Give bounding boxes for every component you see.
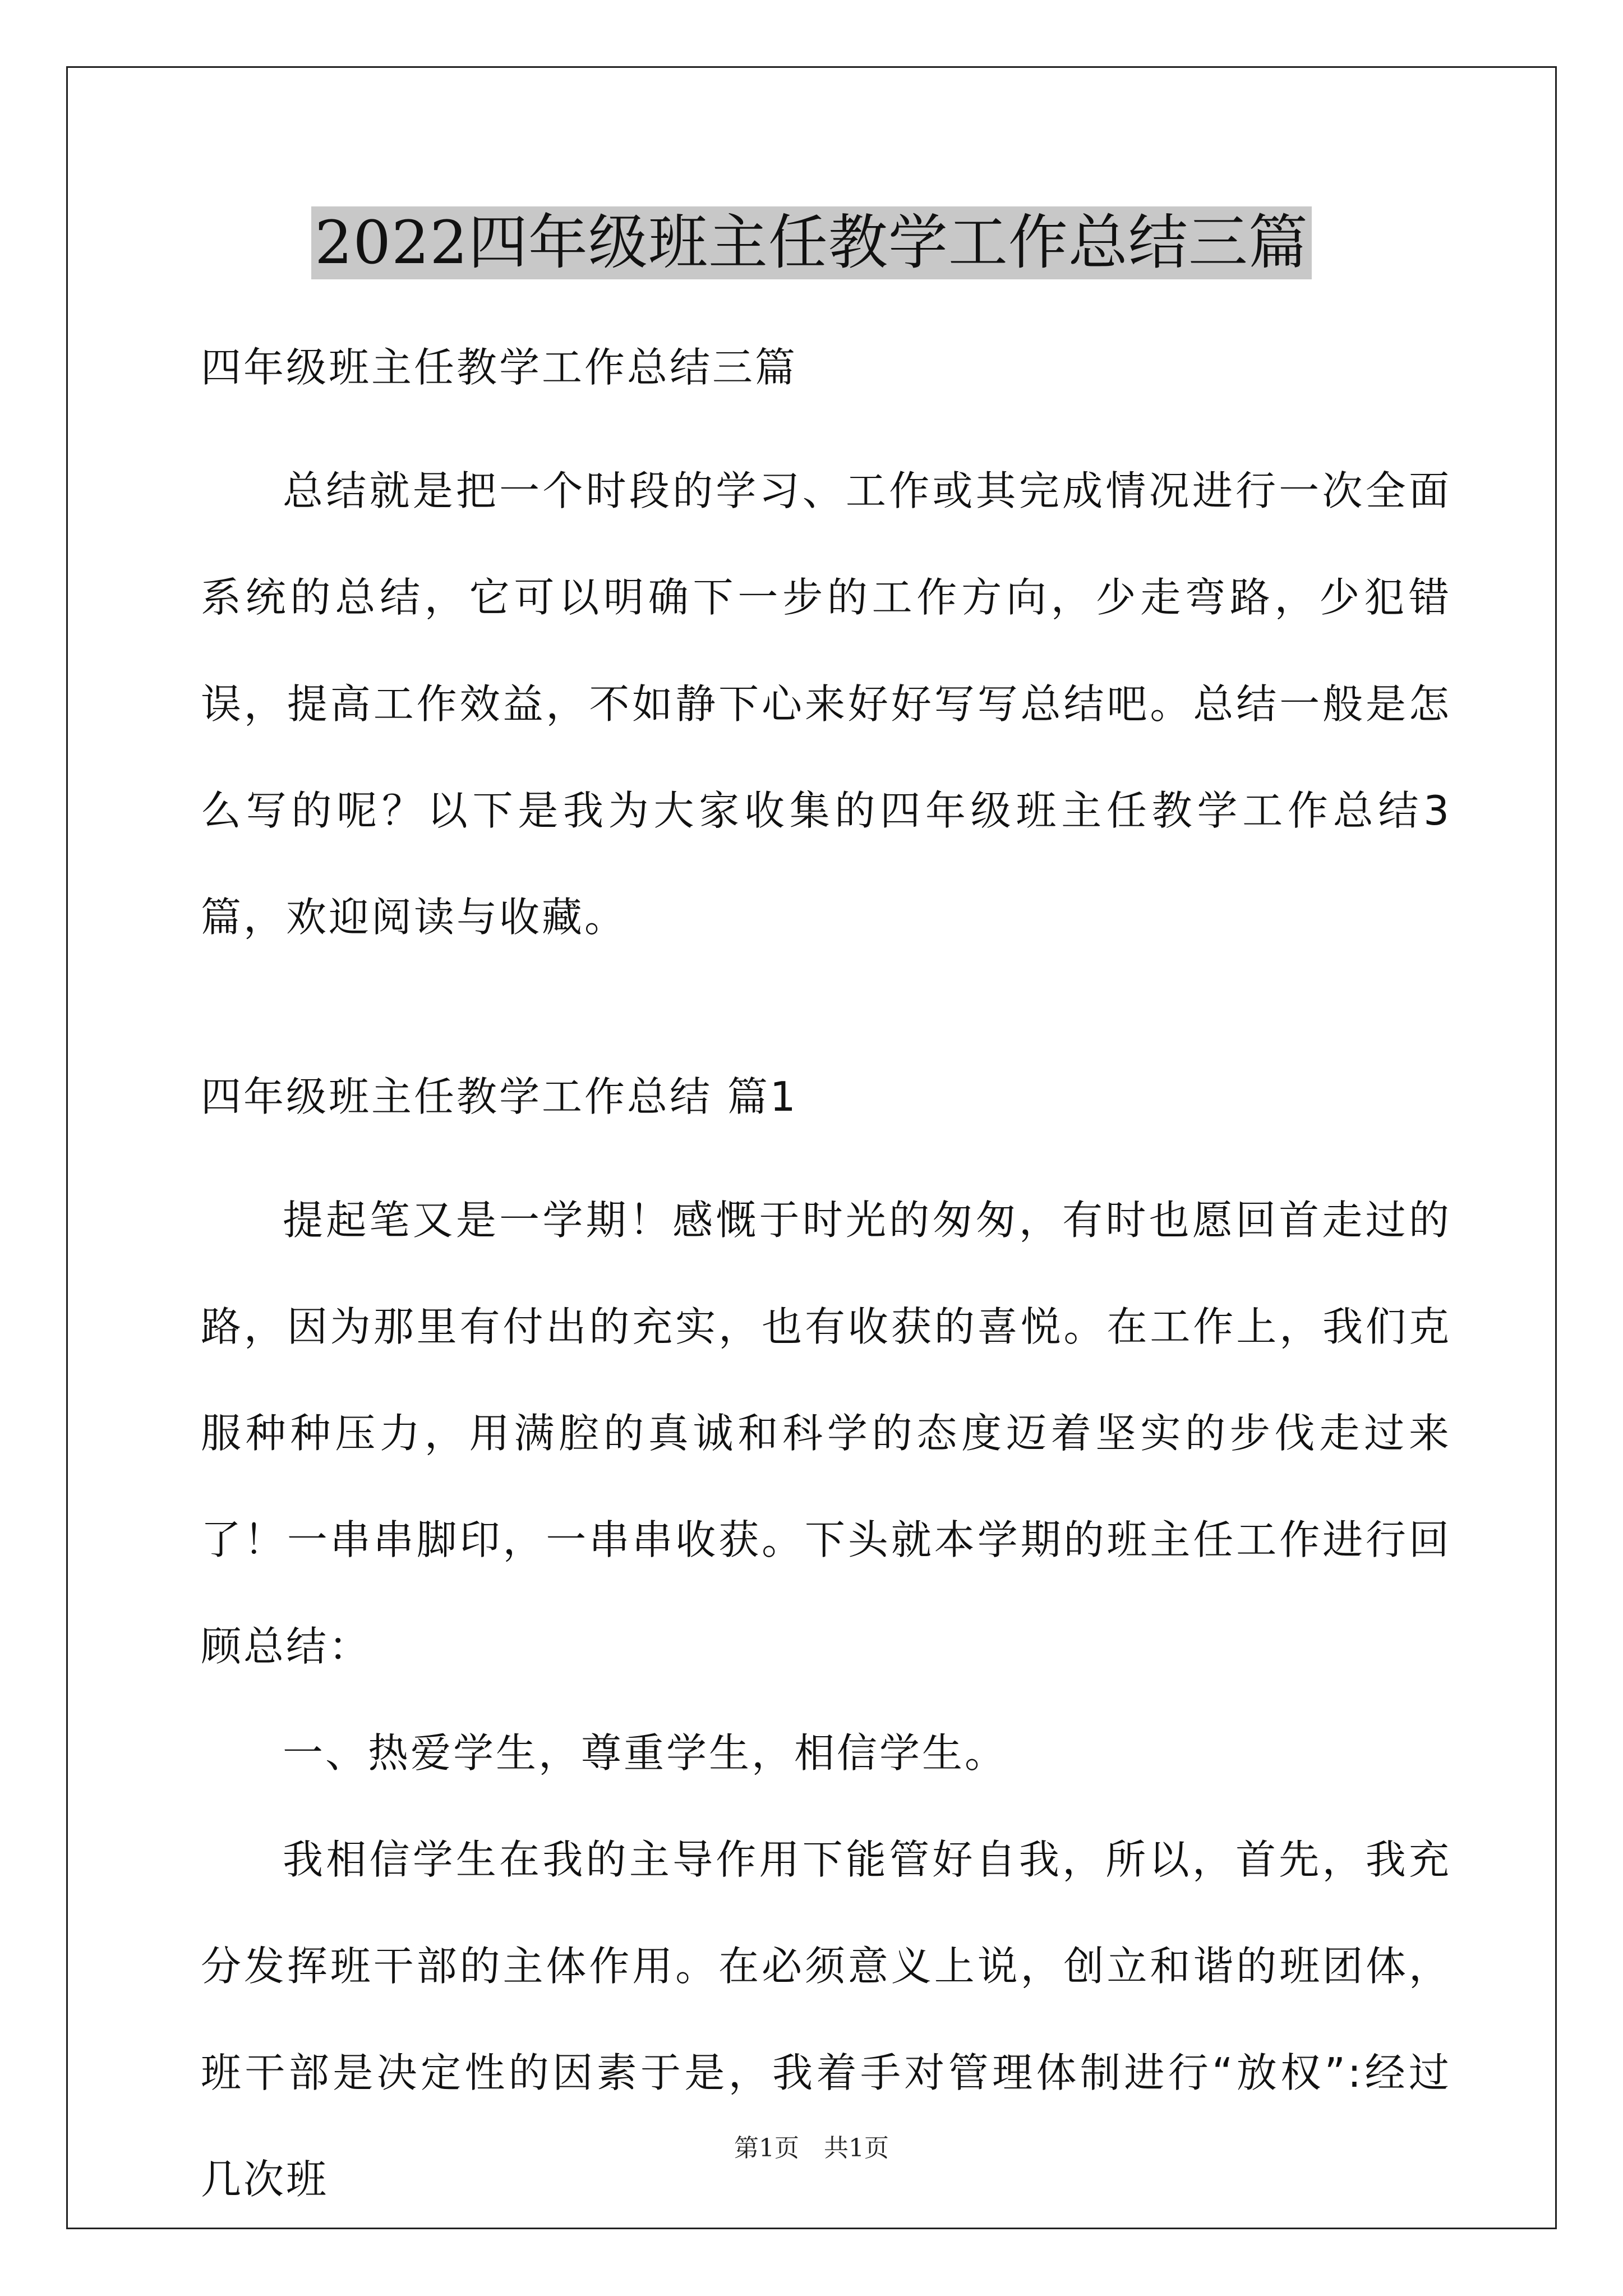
- section1-heading-block: [201, 1043, 1451, 1150]
- intro-block: [201, 438, 1451, 970]
- section1-body: [201, 1167, 1451, 2233]
- intro-paragraph: 总结就是把一个时段的学习、工作或其完成情况进行一次全面系统的总结，它可以明确下一步的工作方向，少走弯路，少犯错误，提高工作效益，不如静下心来好好写写总结吧。总结一般是怎么写的呢？以下是我为大家收集的四年级班主任教学工作总结3篇，欢迎阅读与收藏。: [201, 467, 1451, 941]
- document-title: 2022四年级班主任教学工作总结三篇: [311, 206, 1312, 279]
- page-number: 第1页 共1页: [734, 2134, 889, 2162]
- page-footer: [0, 2128, 1623, 2164]
- subtitle-block: [201, 314, 1451, 421]
- title-container: [0, 206, 1623, 279]
- section1-paragraph-2: 我相信学生在我的主导作用下能管好自我，所以，首先，我充分发挥班干部的主体作用。在必须意义上说，创立和谐的班团体，班干部是决定性的因素于是，我着手对管理体制进行“放权”:经过几次班: [201, 1836, 1451, 2203]
- section1-heading: 四年级班主任教学工作总结 篇1: [201, 1073, 798, 1120]
- document-subtitle: 四年级班主任教学工作总结三篇: [201, 344, 798, 391]
- section1-paragraph-1: 提起笔又是一学期！感慨于时光的匆匆，有时也愿回首走过的路，因为那里有付出的充实，也有收获的喜悦。在工作上，我们克服种种压力，用满腔的真诚和科学的态度迈着坚实的步伐走过来了！一串串脚印，一串串收获。下头就本学期的班主任工作进行回顾总结：: [201, 1197, 1451, 1670]
- point-1-heading: 一、热爱学生，尊重学生，相信学生。: [283, 1729, 1008, 1777]
